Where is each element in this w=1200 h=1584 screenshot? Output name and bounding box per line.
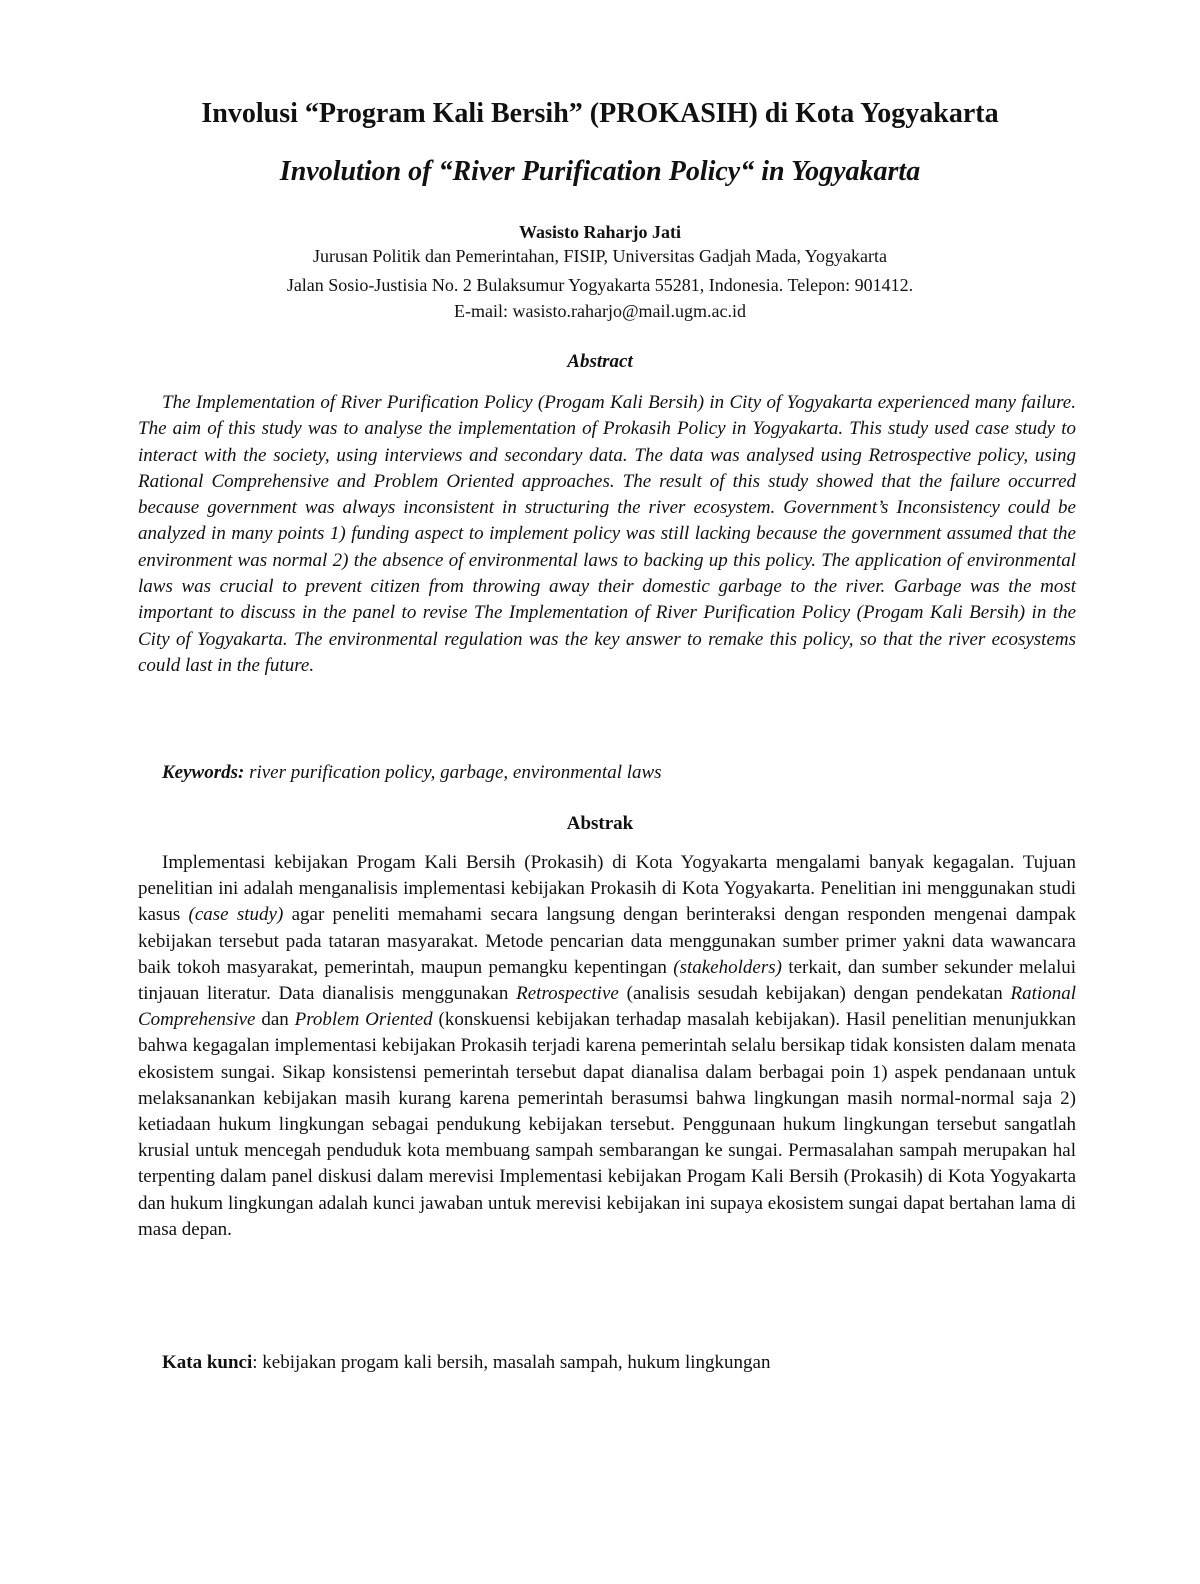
abstrak-text: (konskuensi kebijakan terhadap masalah kebijakan). Hasil penelitian menunjukkan bahwa kegagalan implementasi kebijakan Prokasih terjadi karena pemerintah selalu bersikap tidak konsisten dalam menata ekosistem sungai. Sikap konsistensi pemerintah tersebut dapat dianalisa dalam berbagai poin 1) aspek pendanaan untuk melaksanankan kebijakan masih kurang karena pemerintah berasumsi bahwa lingkungan masih normal-normal saja 2) ketiadaan hukum lingkungan sebagai pendukung kebijakan tersebut. Penggunaan hukum lingkungan tersebut sangatlah krusial untuk mencegah penduduk kota membuang sampah sembarangan ke sungai. Permasalahan sampah merupakan hal terpenting dalam panel diskusi dalam merevisi Implementasi kebijakan Progam Kali Bersih (Prokasih) di Kota Yogyakarta dan hukum lingkungan adalah kunci jawaban untuk merevisi kebijakan ini supaya ekosistem sungai dapat bertahan lama di masa depan.	[138, 1009, 1076, 1240]
paper-subtitle: Involution of “River Purification Policy“ in Yogyakarta	[279, 156, 921, 187]
email-line: E-mail: wasisto.raharjo@mail.ugm.ac.id	[454, 301, 746, 321]
abstrak-text: agar peneliti memahami secara langsung dengan berinteraksi dengan responden mengenai dampak kebijakan tersebut pada tataran masyarakat. Metode pencarian data menggunakan sumber primer yakni data wawancara baik tokoh masyarakat, pemerintah, maupun pemangku kepentingan	[138, 904, 1076, 978]
kata-kunci-line	[162, 1350, 1076, 1376]
abstrak-italic-term: (case study)	[188, 904, 284, 926]
abstrak-italic-term: Problem Oriented	[294, 1009, 433, 1031]
keywords-line	[162, 760, 1076, 786]
abstrak-body	[138, 850, 1076, 1243]
address-line: Jalan Sosio-Justisia No. 2 Bulaksumur Yogyakarta 55281, Indonesia. Telepon: 901412.	[286, 275, 914, 295]
abstrak-text: dan	[255, 1009, 295, 1031]
abstrak-text: (analisis sesudah kebijakan) dengan pendekatan	[618, 983, 1011, 1005]
abstrak-heading: Abstrak	[566, 813, 634, 834]
abstrak-text: terkait, dan sumber sekunder melalui tinjauan literatur. Data dianalisis menggunakan	[138, 956, 1076, 1005]
author-name: Wasisto Raharjo Jati	[519, 222, 681, 242]
abstrak-italic-term: Rational Comprehensive	[138, 983, 1076, 1031]
abstrak-italic-term: (stakeholders)	[673, 956, 782, 978]
affiliation-line: Jurusan Politik dan Pemerintahan, FISIP, Universitas Gadjah Mada, Yogyakarta	[313, 246, 887, 266]
kata-kunci-text: : kebijakan progam kali bersih, masalah sampah, hukum lingkungan	[252, 1352, 771, 1373]
kata-kunci-label: Kata kunci	[162, 1352, 253, 1373]
abstract-body: The Implementation of River Purification Policy (Progam Kali Bersih) in City of Yogyakarta experienced many failure. The aim of this study was to analyse the implementation of Prokasih Policy in Yogyakarta. This study used case study to interact with the society, using interviews and secondary data. The data was analysed using Retrospective policy, using Rational Comprehensive and Problem Oriented approaches. The result of this study showed that the failure occurred because government was always inconsistent in structuring the river ecosystem. Government’s Inconsistency could be analyzed in many points 1) funding aspect to implement policy was still lacking because the government assumed that the environment was normal 2) the absence of environmental laws to backing up this policy. The application of environmental laws was crucial to prevent citizen from throwing away their domestic garbage to the river. Garbage was the most important to discuss in the panel to revise The Implementation of River Purification Policy (Progam Kali Bersih) in the City of Yogyakarta. The environmental regulation was the key answer to remake this policy, so that the river ecosystems could last in the future.	[138, 392, 1076, 676]
abstrak-italic-term: Retrospective	[516, 983, 619, 1005]
keywords-label: Keywords:	[162, 762, 245, 783]
abstract-heading: Abstract	[567, 351, 633, 372]
paper-title: Involusi “Program Kali Bersih” (PROKASIH) di Kota Yogyakarta	[201, 98, 999, 129]
abstrak-text: Implementasi kebijakan Progam Kali Bersih (Prokasih) di Kota Yogyakarta mengalami banyak kegagalan. Tujuan penelitian ini adalah menganalisis implementasi kebijakan Prokasih di Kota Yogyakarta. Penelitian ini menggunakan studi kasus	[138, 852, 1076, 926]
keywords-text: river purification policy, garbage, environmental laws	[244, 762, 662, 783]
